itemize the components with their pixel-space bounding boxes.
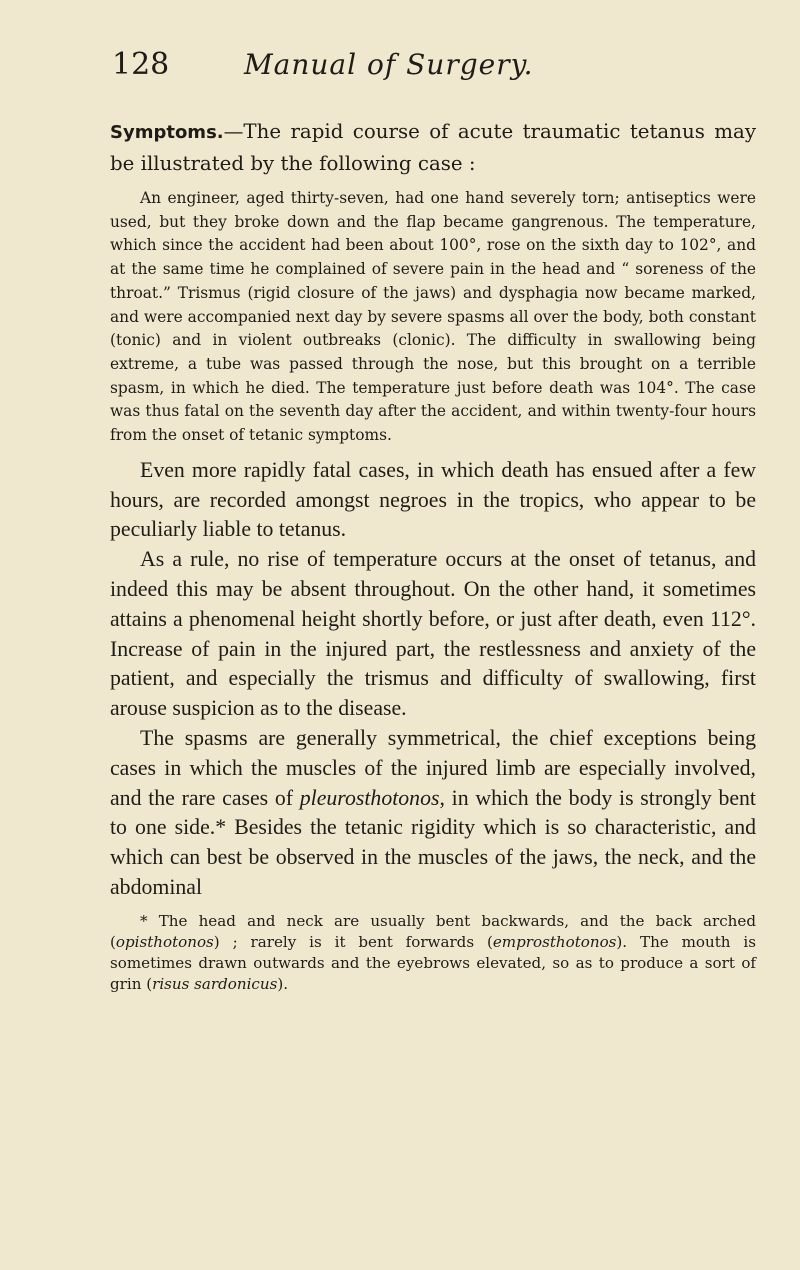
risus-sardonicus-term: risus sardonicus <box>152 975 278 994</box>
spasms-text-end: , in which the body is strongly bent to one side.* Besides the tetanic rigidity which is so characteristic, and which can best be observed in the muscles of the jaws, the neck, and the abdominal <box>110 785 756 899</box>
rapid-cases-paragraph: Even more rapidly fatal cases, in which death has ensued after a few hours, are recorded amongst negroes in the tropics, who appear to be peculiarly liable to tetanus. <box>110 457 756 542</box>
footnote-text-2: ) ; rarely is it bent forwards ( <box>213 932 493 951</box>
pleurosthotonos-term: pleurosthotonos <box>299 785 440 810</box>
section-heading: Symptoms. <box>110 122 224 143</box>
page-number: 128 <box>112 47 170 82</box>
symptoms-paragraph <box>110 116 756 179</box>
footnote-text-4: ). <box>277 975 289 994</box>
symptoms-intro-text: —The rapid course of acute traumatic tetanus may be illustrated by the following case : <box>110 120 756 175</box>
page-header <box>112 48 772 88</box>
footnote-text-3: ). The mouth is sometimes drawn outwards and the eyebrows elevated, so as to produce a sort of grin ( <box>110 932 756 994</box>
spasms-text-start: The spasms are generally symmetrical, the chief exceptions being cases in which the muscles of the injured limb are especially involved, and the rare cases of <box>110 725 756 810</box>
temperature-rule-paragraph: As a rule, no rise of temperature occurs at the onset of tetanus, and indeed this may be absent throughout. On the other hand, it sometimes attains a phenomenal height shortly before, or just after death, even 112°. Increase of pain in the injured part, the restlessness and anxiety of the patient, and especially the trismus and difficulty of swallowing, first arouse suspicion as to the disease. <box>110 547 756 721</box>
footnote-text-1: * The head and neck are usually bent backwards, and the back arched ( <box>110 911 756 951</box>
spasms-paragraph <box>110 724 756 903</box>
page-content <box>110 116 756 996</box>
running-title: Manual of Surgery. <box>244 48 534 81</box>
footnote <box>110 911 756 996</box>
emprosthotonos-term: emprosthotonos <box>492 932 617 951</box>
opisthotonos-term: opisthotonos <box>115 932 214 951</box>
case-report-paragraph: An engineer, aged thirty-seven, had one hand severely torn; antiseptics were used, but they broke down and the flap became gangrenous. The temperature, which since the accident had been about 100°, rose on the sixth day to 102°, and at the same time he complained of severe pain in the head and “ soreness of the throat.” Trismus (rigid closure of the jaws) and dysphagia now became marked, and were accompanied next day by severe spasms all over the body, both constant (tonic) and in violent outbreaks (clonic). The difficulty in swallowing being extreme, a tube was passed through the nose, but this brought on a terrible spasm, in which he died. The temperature just before death was 104°. The case was thus fatal on the seventh day after the accident, and within twenty-four hours from the onset of tetanic symptoms. <box>110 189 756 445</box>
